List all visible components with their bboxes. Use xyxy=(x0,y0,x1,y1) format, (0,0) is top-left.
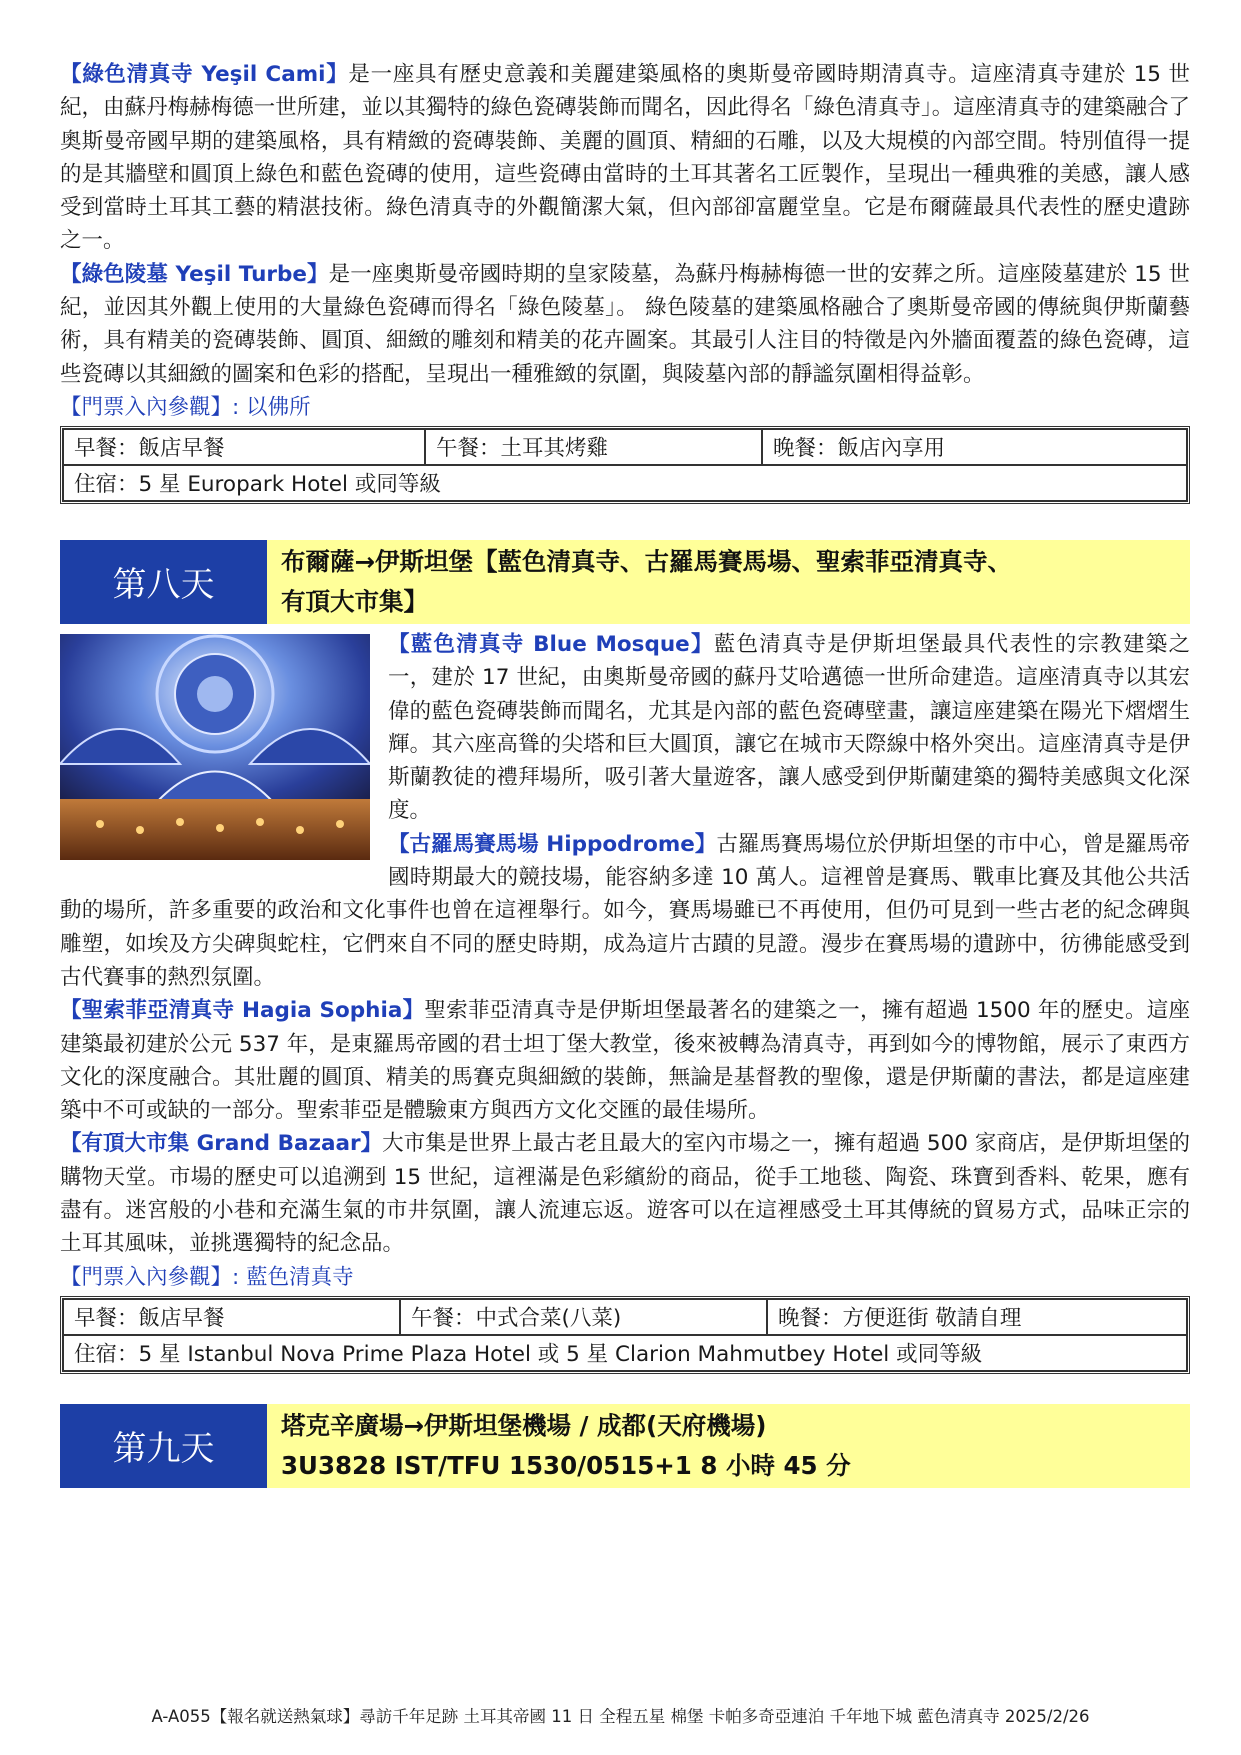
dinner-cell: 晚餐：方便逛街 敬請自理 xyxy=(767,1299,1187,1335)
hotel-cell: 住宿：5 星 Istanbul Nova Prime Plaza Hotel 或 5 星 Clarion Mahmutbey Hotel 或同等級 xyxy=(63,1335,1187,1371)
green-tomb-heading: 【綠色陵墓 Yeşil Turbe】 xyxy=(60,261,329,287)
ticket-info-day8: 【門票入內參觀】: 藍色清真寺 xyxy=(60,1264,354,1290)
day8-title-line1: 布爾薩→伊斯坦堡【藍色清真寺、古羅馬賽馬場、聖索菲亞清真寺、 xyxy=(281,546,1013,576)
blue-mosque-text: 藍色清真寺是伊斯坦堡最具代表性的宗教建築之一，建於 17 世紀，由奧斯曼帝國的蘇丹艾哈邁德一世所命建造。這座清真寺以其宏偉的藍色瓷磚裝飾而聞名，尤其是內部的藍色瓷磚壁畫，讓這座建築在陽光下熠熠生輝。其六座高聳的尖塔和巨大圓頂，讓它在城市天際線中格外突出。這座清真寺是伊斯蘭教徒的禮拜場所，吸引著大量遊客，讓人感受到伊斯蘭建築的獨特美感與文化深度。 xyxy=(388,631,1190,824)
day8-label-box xyxy=(60,540,267,624)
day9-label-box xyxy=(60,1404,267,1488)
green-mosque-paragraph xyxy=(60,58,1190,258)
day8-body xyxy=(60,628,1190,1261)
day8-title-line2: 有頂大市集】 xyxy=(281,586,428,616)
day9-title xyxy=(267,1404,1190,1488)
hotel-cell: 住宿：5 星 Europark Hotel 或同等級 xyxy=(63,465,1187,501)
blue-mosque-heading: 【藍色清真寺 Blue Mosque】 xyxy=(388,631,714,657)
meal-table-day7 xyxy=(60,426,1190,504)
green-mosque-heading: 【綠色清真寺 Yeşil Cami】 xyxy=(60,62,349,87)
blue-mosque-interior-photo xyxy=(60,634,370,860)
dinner-cell: 晚餐：飯店內享用 xyxy=(762,429,1187,465)
lunch-cell: 午餐：中式合菜(八菜) xyxy=(400,1299,767,1335)
page-footer: A-A055【報名就送熱氣球】尋訪千年足跡 土耳其帝國 11 日 全程五星 棉堡 卡帕多奇亞連泊 千年地下城 藍色清真寺 2025/2/26 xyxy=(151,1707,1090,1726)
meal-table-day8 xyxy=(60,1296,1190,1374)
hagia-sophia-paragraph xyxy=(60,994,1190,1127)
hippodrome-text: 古羅馬賽馬場位於伊斯坦堡的市中心，曾是羅馬帝國時期最大的競技場，能容納多達 10 萬人。這裡曾是賽馬、戰車比賽及其他公共活動的場所，許多重要的政治和文化事件也曾在這裡舉行。如今，賽馬場雖已不再使用，但仍可見到一些古老的紀念碑與雕塑，如埃及方尖碑與蛇柱，它們來自不同的歷史時期，成為這片古蹟的見證。漫步在賽馬場的遺跡中，彷彿能感受到古代賽事的熱烈氛圍。 xyxy=(60,831,1190,990)
day8-title xyxy=(267,540,1190,624)
grand-bazaar-paragraph xyxy=(60,1127,1190,1260)
grand-bazaar-text: 大市集是世界上最古老且最大的室內市場之一，擁有超過 500 家商店，是伊斯坦堡的購物天堂。市場的歷史可以追溯到 15 世紀，這裡滿是色彩繽紛的商品，從手工地毯、陶瓷、珠寶到香料、乾果，應有盡有。迷宮般的小巷和充滿生氣的市井氛圍，讓人流連忘返。遊客可以在這裡感受土耳其傳統的貿易方式，品味正宗的土耳其風味，並挑選獨特的紀念品。 xyxy=(60,1131,1190,1257)
day8-header xyxy=(60,540,1190,624)
hagia-sophia-text: 聖索菲亞清真寺是伊斯坦堡最著名的建築之一，擁有超過 1500 年的歷史。這座建築最初建於公元 537 年，是東羅馬帝國的君士坦丁堡大教堂，後來被轉為清真寺，再到如今的博物館，展示了東西方文化的深度融合。其壯麗的圓頂、精美的馬賽克與細緻的裝飾，無論是基督教的聖像，還是伊斯蘭的書法，都是這座建築中不可或缺的一部分。聖索菲亞是體驗東方與西方文化交匯的最佳場所。 xyxy=(60,998,1190,1124)
day9-header xyxy=(60,1404,1190,1488)
green-tomb-text: 是一座奧斯曼帝國時期的皇家陵墓，為蘇丹梅赫梅德一世的安葬之所。這座陵墓建於 15 世紀，並因其外觀上使用的大量綠色瓷磚而得名「綠色陵墓」。 綠色陵墓的建築風格融合了奧斯曼帝國的傳統與伊斯蘭藝術，具有精美的瓷磚裝飾、圓頂、細緻的雕刻和精美的花卉圖案。其最引人注目的特徵是內外牆面覆蓋的綠色瓷磚，這些瓷磚以其細緻的圖案和色彩的搭配，呈現出一種雅緻的氛圍，與陵墓內部的靜謐氛圍相得益彰。 xyxy=(60,261,1190,387)
hagia-sophia-heading: 【聖索菲亞清真寺 Hagia Sophia】 xyxy=(60,998,425,1024)
day9-title-line2: 3U3828 IST/TFU 1530/0515+1 8 小時 45 分 xyxy=(281,1450,851,1480)
ticket-info-day7: 【門票入內參觀】: 以佛所 xyxy=(60,394,311,420)
day9-title-line1: 塔克辛廣場→伊斯坦堡機場 / 成都(天府機場) xyxy=(281,1410,767,1440)
lunch-cell: 午餐：土耳其烤雞 xyxy=(425,429,762,465)
itinerary-page xyxy=(60,58,1190,1488)
green-mosque-text: 是一座具有歷史意義和美麗建築風格的奧斯曼帝國時期清真寺。這座清真寺建於 15 世紀，由蘇丹梅赫梅德一世所建，並以其獨特的綠色瓷磚裝飾而聞名，因此得名「綠色清真寺」。這座清真寺的建築融合了奧斯曼帝國早期的建築風格，具有精緻的瓷磚裝飾、美麗的圓頂、精細的石雕，以及大規模的內部空間。特別值得一提的是其牆壁和圓頂上綠色和藍色瓷磚的使用，這些瓷磚由當時的土耳其著名工匠製作，呈現出一種典雅的美感，讓人感受到當時土耳其工藝的精湛技術。綠色清真寺的外觀簡潔大氣，但內部卻富麗堂皇。它是布爾薩最具代表性的歷史遺跡之一。 xyxy=(60,62,1190,254)
grand-bazaar-heading: 【有頂大市集 Grand Bazaar】 xyxy=(60,1131,383,1157)
breakfast-cell: 早餐：飯店早餐 xyxy=(63,1299,400,1335)
breakfast-cell: 早餐：飯店早餐 xyxy=(63,429,425,465)
green-tomb-paragraph xyxy=(60,258,1190,391)
day8-label: 第八天 xyxy=(77,549,251,615)
hippodrome-heading: 【古羅馬賽馬場 Hippodrome】 xyxy=(388,831,717,857)
day9-label: 第九天 xyxy=(77,1413,251,1479)
